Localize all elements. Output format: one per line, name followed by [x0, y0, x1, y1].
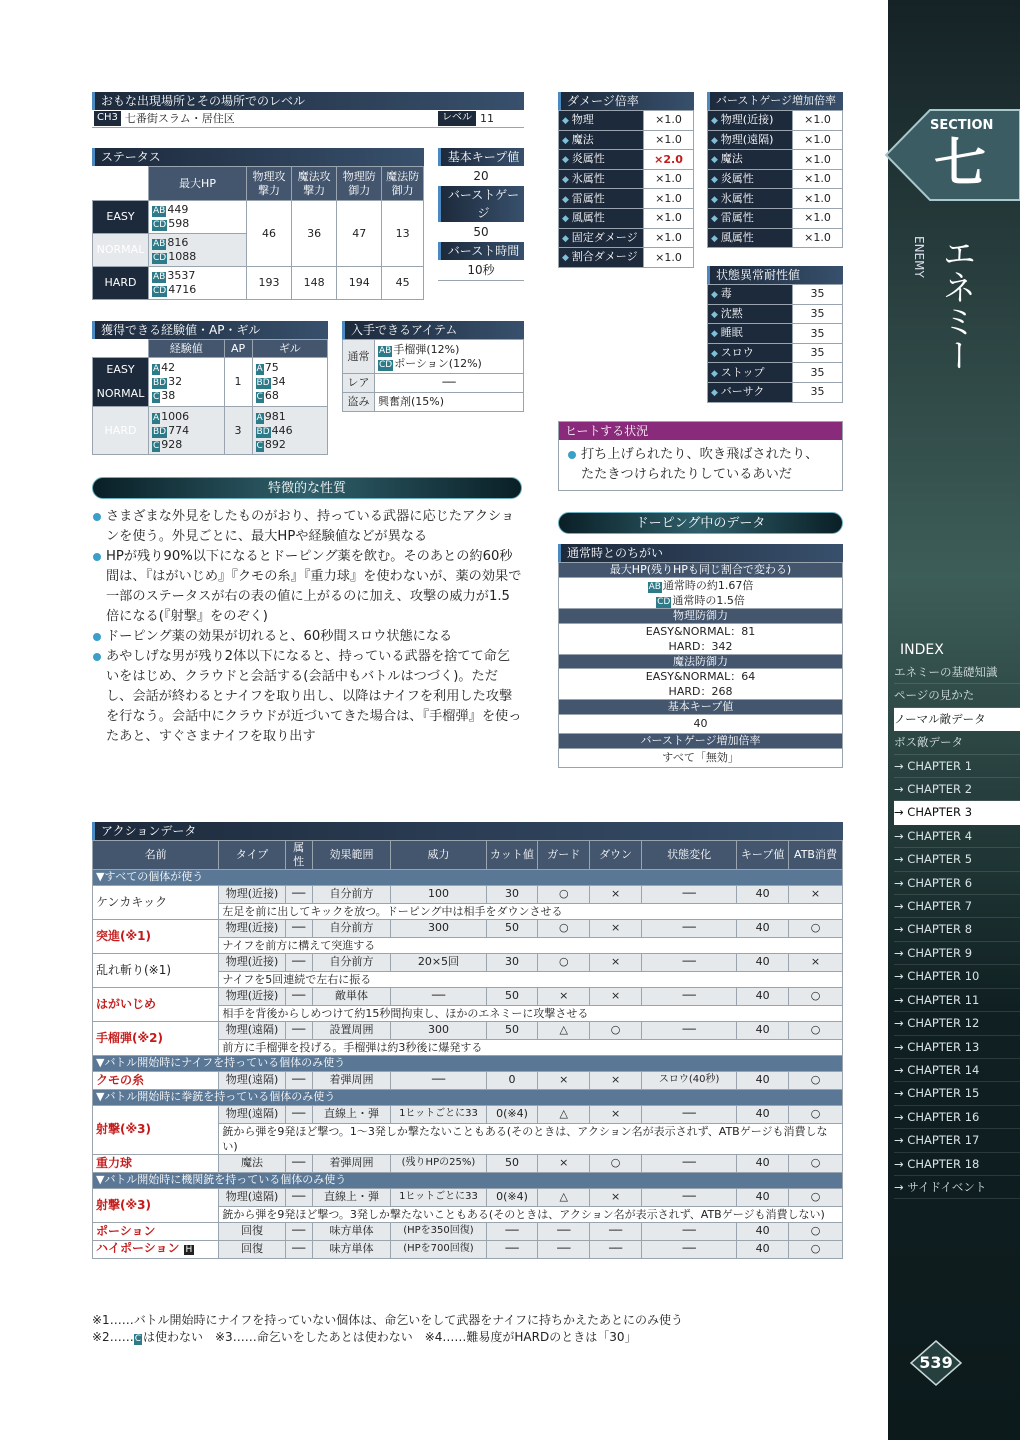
- attribute-icon: ◆: [562, 214, 572, 225]
- attribute-icon: ◆: [711, 135, 721, 146]
- attribute-icon: ◆: [711, 116, 721, 127]
- index-item[interactable]: → CHAPTER 18: [894, 1153, 1020, 1176]
- index-item[interactable]: → CHAPTER 17: [894, 1129, 1020, 1152]
- table-row: 射撃(※3) 物理(遠隔) ── 直線上・弾 1ヒットごとに33 0(※4) △ × ── 40 ○: [93, 1105, 843, 1123]
- table-row: ◆ 魔法 ×1.0: [559, 130, 694, 150]
- index-list: [888, 661, 1020, 1199]
- table-row: ◆ 雷属性 ×1.0: [708, 208, 843, 228]
- index-title: INDEX: [900, 642, 944, 658]
- attribute-icon: ◆: [711, 290, 721, 301]
- table-row: ポーション 回復 ── 味方単体 (HPを350回復) ── ── ── ── 40 ○: [93, 1222, 843, 1240]
- attribute-icon: ◆: [711, 348, 721, 359]
- table-row: ケンカキック 物理(近接) ── 自分前方 100 30 ○ × ── 40 ×: [93, 885, 843, 903]
- notes: ※1……バトル開始時にナイフを持っていない個体は、命乞いをして武器をナイフに持ちかえたあとにのみ使う ※2……C は使わない ※3……命乞いをしたあとは使わない ※4……難易度がHARDのときは「30」: [92, 1313, 684, 1344]
- locations-title: おもな出現場所とその場所でのレベル: [92, 92, 524, 110]
- actions-panel: アクションデータ 名前 タイプ 属性 効果範囲 威力 カット値 ガード ダウン 状態変化 キープ値 ATB消費 ▼すべての個体が使う ケンカキック 物理(近接) ── 自分前方 100 30 ○ × ── 40 × 左足を前に出してキックを放つ。ドーピング中は相手をダウンさせる 突進(※1) 物理(近接) ── 自分前方 300 50 ○ × ── 40 ○ ナイフを前方に構えて突進する 乱れ斬り(※1) 物理(近接) ── 自分前方 20×5回 30 ○ × ── 40 × ナイフを5回連続で左右に振る はがいじめ 物理(近接) ── 敵単体 ── 50 × × ── 40 ○ 相手を背後からしめつけて約15秒間拘束し、ほかのエネミーに攻撃させる 手榴弾(※2) 物理(遠隔) ── 設置周囲 300 50 △ ○ ── 40 ○ 前方に手榴弾を投げる。手榴弾は約3秒後に爆発する ▼バトル開始時にナイフを持っている個体のみ使う クモの糸 物理(遠隔) ── 着弾周囲 ── 0 × × スロウ(40秒) 40 ○ ▼バトル開始時に拳銃を持っている個体のみ使う 射撃(※3) 物理(遠隔) ── 直線上・弾 1ヒットごとに33 0(※4) △ × ── 40 ○ 銃から弾を9発ほど撃つ。1〜3発しか撃たないこともある(そのときは、アクション名が表示されず、ATBゲージも消費しない) 重力球 魔法 ── 着弾周囲 (残りHPの25%) 50 × ○ ── 40 ○ ▼バトル開始時に機関銃を持っている個体のみ使う 射撃(※3) 物理(遠隔) ── 直線上・弾 1ヒットごとに33 0(※4) △ × ── 40 ○ 銃から弾を9発ほど撃つ。3発しか撃たないこともある(そのときは、アクション名が表示されず、ATBゲージも消費しない) ポーション 回復 ── 味方単体 (HPを350回復) ── ── ── ── 40 ○ ハイポーション H 回復 ── 味方単体 (HPを700回復) ── ── ── ── 40 ○: [92, 822, 843, 1259]
- index-item[interactable]: → CHAPTER 5: [894, 848, 1020, 871]
- enemy-jp-label: エネミー: [936, 236, 976, 372]
- page-badge: 539: [910, 1340, 962, 1386]
- attribute-icon: ◆: [562, 135, 572, 146]
- table-row: ◆ 氷属性 ×1.0: [708, 189, 843, 209]
- table-row: ◆ 物理 ×1.0: [559, 111, 694, 131]
- damage-panel: ダメージ倍率 ◆ 物理 ×1.0 ◆ 魔法 ×1.0 ◆ 炎属性 ×2.0 ◆ 氷属性 ×1.0 ◆ 雷属性 ×1.0 ◆ 風属性 ×1.0 ◆ 固定ダメージ ×1.0 ◆ 割合ダメージ ×1.0: [558, 92, 694, 268]
- table-row: ハイポーション H 回復 ── 味方単体 (HPを700回復) ── ── ── ── 40 ○: [93, 1240, 843, 1258]
- table-row: 乱れ斬り(※1) 物理(近接) ── 自分前方 20×5回 30 ○ × ── 40 ×: [93, 953, 843, 971]
- status-table: 最大HP 物理攻撃力 魔法攻撃力 物理防御力 魔法防御力 EASY AB 449 CD 598 46 36 47 13 NORMAL AB 816 CD 1088 HARD AB 3537 CD 4716 193 148 194 45: [92, 166, 424, 300]
- table-row: 重力球 魔法 ── 着弾周囲 (残りHPの25%) 50 × ○ ── 40 ○: [93, 1154, 843, 1172]
- index-item[interactable]: ボス敵データ: [894, 731, 1020, 754]
- level-value: 11: [480, 112, 494, 125]
- table-row: ◆ 毒 35: [708, 285, 843, 305]
- attribute-icon: ◆: [711, 233, 721, 244]
- table-row: ◆ 氷属性 ×1.0: [559, 169, 694, 189]
- table-row: はがいじめ 物理(近接) ── 敵単体 ── 50 × × ── 40 ○: [93, 987, 843, 1005]
- table-row: ◆ 割合ダメージ ×1.0: [559, 248, 694, 268]
- index-item[interactable]: ノーマル敵データ: [894, 708, 1020, 731]
- index-item[interactable]: ページの見かた: [894, 684, 1020, 707]
- traits-title: 特徴的な性質: [92, 477, 522, 499]
- index-item[interactable]: → CHAPTER 4: [894, 825, 1020, 848]
- level-label: レベル: [438, 111, 476, 126]
- resist-panel: 状態異常耐性値 ◆ 毒 35 ◆ 沈黙 35 ◆ 睡眠 35 ◆ スロウ 35 ◆ ストップ 35 ◆ バーサク 35: [707, 266, 843, 403]
- index-item[interactable]: → CHAPTER 9: [894, 942, 1020, 965]
- attribute-icon: ◆: [562, 174, 572, 185]
- index-item[interactable]: → サイドイベント: [894, 1176, 1020, 1199]
- doping-panel: ドーピング中のデータ 通常時とのちがい 最大HP(残りHPも同じ割合で変わる) AB 通常時の約1.67倍 CD 通常時の1.5倍 物理防御力 EASY&NORMAL：81 HARD：342 魔法防御力 EASY&NORMAL：64 HARD：268 基本キープ値 40 バーストゲージ増加倍率 すべて「無効」: [558, 512, 843, 768]
- index-item[interactable]: → CHAPTER 6: [894, 872, 1020, 895]
- table-row: ◆ 睡眠 35: [708, 324, 843, 344]
- index-item[interactable]: → CHAPTER 11: [894, 989, 1020, 1012]
- resist-table: [707, 284, 843, 403]
- status-panel: [92, 148, 424, 300]
- burst-rate-panel: バーストゲージ増加倍率 ◆ 物理(近接) ×1.0 ◆ 物理(遠隔) ×1.0 ◆ 魔法 ×1.0 ◆ 炎属性 ×1.0 ◆ 氷属性 ×1.0 ◆ 雷属性 ×1.0 ◆ 風属性 ×1.0: [707, 92, 843, 248]
- keep-panel: 基本キープ値 20 バーストゲージ 50 バースト時間 10秒: [438, 148, 524, 281]
- table-row: ◆ 魔法 ×1.0: [708, 150, 843, 170]
- index-item[interactable]: → CHAPTER 3: [894, 801, 1020, 824]
- attribute-icon: ◆: [562, 116, 572, 127]
- attribute-icon: ◆: [711, 388, 721, 399]
- table-row: 射撃(※3) 物理(遠隔) ── 直線上・弾 1ヒットごとに33 0(※4) △ × ── 40 ○: [93, 1188, 843, 1206]
- status-title: ステータス: [92, 148, 424, 166]
- index-item[interactable]: → CHAPTER 15: [894, 1082, 1020, 1105]
- traits-panel: 特徴的な性質 さまざまな外見をしたものがおり、持っている武器に応じたアクションを使う。外見ごとに、最大HPや経験値などが異なる HPが残り90%以下になるとドーピング薬を飲む。そのあとの約60秒間は、『はがいじめ』『クモの糸』『重力球』を使わないが、薬の効果で一部のステータスが右の表の値に上がるのに加え、攻撃の威力が1.5倍になる(『射撃』をのぞく) ドーピング薬の効果が切れると、60秒間スロウ状態になる あやしげな男が残り2体以下になると、持っている武器を捨てて命乞いをはじめ、クラウドと会話する(会話中もバトルはつづく)。ただし、会話が終わるとナイフを取り出し、以降はナイフを利用した攻撃を行なう。会話中にクラウドが近づいてきた場合は、『手榴弾』を使ったあと、すぐさまナイフを取り出す: [92, 477, 522, 747]
- index-item[interactable]: → CHAPTER 8: [894, 918, 1020, 941]
- attribute-icon: ◆: [711, 214, 721, 225]
- index-item[interactable]: → CHAPTER 13: [894, 1036, 1020, 1059]
- index-item[interactable]: → CHAPTER 7: [894, 895, 1020, 918]
- table-row: ◆ 風属性 ×1.0: [708, 228, 843, 248]
- chapter-tag: CH3: [94, 111, 121, 126]
- actions-table: 名前 タイプ 属性 効果範囲 威力 カット値 ガード ダウン 状態変化 キープ値 ATB消費 ▼すべての個体が使う ケンカキック 物理(近接) ── 自分前方 100 30 ○ × ── 40 × 左足を前に出してキックを放つ。ドーピング中は相手をダウンさせる 突進(※1) 物理(近接) ── 自分前方 300 50 ○ × ── 40 ○ ナイフを前方に構えて突進する 乱れ斬り(※1) 物理(近接) ── 自分前方 20×5回 30 ○ × ── 40 × ナイフを5回連続で左右に振る はがいじめ 物理(近接) ── 敵単体 ── 50 × × ── 40 ○ 相手を背後からしめつけて約15秒間拘束し、ほかのエネミーに攻撃させる 手榴弾(※2) 物理(遠隔) ── 設置周囲 300 50 △ ○ ── 40 ○ 前方に手榴弾を投げる。手榴弾は約3秒後に爆発する ▼バトル開始時にナイフを持っている個体のみ使う クモの糸 物理(遠隔) ── 着弾周囲 ── 0 × × スロウ(40秒) 40 ○ ▼バトル開始時に拳銃を持っている個体のみ使う 射撃(※3) 物理(遠隔) ── 直線上・弾 1ヒットごとに33 0(※4) △ × ── 40 ○ 銃から弾を9発ほど撃つ。1〜3発しか撃たないこともある(そのときは、アクション名が表示されず、ATBゲージも消費しない) 重力球 魔法 ── 着弾周囲 (残りHPの25%) 50 × ○ ── 40 ○ ▼バトル開始時に機関銃を持っている個体のみ使う 射撃(※3) 物理(遠隔) ── 直線上・弾 1ヒットごとに33 0(※4) △ × ── 40 ○ 銃から弾を9発ほど撃つ。3発しか撃たないこともある(そのときは、アクション名が表示されず、ATBゲージも消費しない) ポーション 回復 ── 味方単体 (HPを350回復) ── ── ── ── 40 ○ ハイポーション H 回復 ── 味方単体 (HPを700回復) ── ── ── ── 40 ○: [92, 840, 843, 1259]
- attribute-icon: ◆: [562, 194, 572, 205]
- attribute-icon: ◆: [562, 155, 572, 166]
- table-row: ◆ 炎属性 ×2.0: [559, 150, 694, 170]
- attribute-icon: ◆: [562, 253, 572, 264]
- table-row: ◆ 物理(近接) ×1.0: [708, 111, 843, 131]
- exp-table: 経験値 AP ギル EASY NORMAL A 42 BD 32 C 38 1 A 75 BD 34 C 68 HARD A 1006 BD 774 C 928 3 A 981 BD 446 C 892: [92, 339, 328, 455]
- index-item[interactable]: → CHAPTER 16: [894, 1106, 1020, 1129]
- enemy-en-label: ENEMY: [912, 236, 926, 278]
- section-badge: SECTION 七: [884, 100, 1020, 220]
- table-row: 突進(※1) 物理(近接) ── 自分前方 300 50 ○ × ── 40 ○: [93, 919, 843, 937]
- table-row: 手榴弾(※2) 物理(遠隔) ── 設置周囲 300 50 △ ○ ── 40 ○: [93, 1021, 843, 1039]
- index-item[interactable]: → CHAPTER 2: [894, 778, 1020, 801]
- items-table: 通常 AB 手榴弾(12%) CD ポーション(12%) レア ── 盗み 興奮剤(15%): [342, 339, 524, 412]
- table-row: ◆ 風属性 ×1.0: [559, 208, 694, 228]
- items-panel: 入手できるアイテム 通常 AB 手榴弾(12%) CD ポーション(12%) レア ── 盗み 興奮剤(15%): [342, 321, 524, 412]
- table-row: ◆ 炎属性 ×1.0: [708, 169, 843, 189]
- index-item[interactable]: → CHAPTER 1: [894, 755, 1020, 778]
- table-row: ◆ 固定ダメージ ×1.0: [559, 228, 694, 248]
- table-row: ◆ 雷属性 ×1.0: [559, 189, 694, 209]
- index-item[interactable]: → CHAPTER 10: [894, 965, 1020, 988]
- attribute-icon: ◆: [711, 309, 721, 320]
- index-item[interactable]: エネミーの基礎知識: [894, 661, 1020, 684]
- attribute-icon: ◆: [711, 329, 721, 340]
- locations-panel: [92, 92, 524, 128]
- table-row: ◆ バーサク 35: [708, 382, 843, 402]
- attribute-icon: ◆: [711, 155, 721, 166]
- table-row: ◆ スロウ 35: [708, 343, 843, 363]
- damage-table: [558, 110, 694, 268]
- attribute-icon: ◆: [711, 368, 721, 379]
- attribute-icon: ◆: [562, 233, 572, 244]
- exp-panel: 獲得できる経験値・AP・ギル 経験値 AP ギル EASY NORMAL A 42 BD 32 C 38 1 A 75 BD 34 C 68 HARD A 1006 BD 774 C 928 3 A 981 BD 446 C 892: [92, 321, 328, 455]
- location-name: 七番街スラム・居住区: [124, 112, 235, 125]
- attribute-icon: ◆: [711, 174, 721, 185]
- index-item[interactable]: → CHAPTER 12: [894, 1012, 1020, 1035]
- hit-panel: ヒートする状況 打ち上げられたり、吹き飛ばされたり、 たたきつけられたりしているあいだ: [558, 421, 843, 491]
- burst-rate-table: [707, 110, 843, 248]
- index-item[interactable]: → CHAPTER 14: [894, 1059, 1020, 1082]
- attribute-icon: ◆: [711, 194, 721, 205]
- table-row: クモの糸 物理(遠隔) ── 着弾周囲 ── 0 × × スロウ(40秒) 40 ○: [93, 1071, 843, 1089]
- table-row: ◆ 沈黙 35: [708, 304, 843, 324]
- table-row: ◆ ストップ 35: [708, 363, 843, 383]
- table-row: ◆ 物理(遠隔) ×1.0: [708, 130, 843, 150]
